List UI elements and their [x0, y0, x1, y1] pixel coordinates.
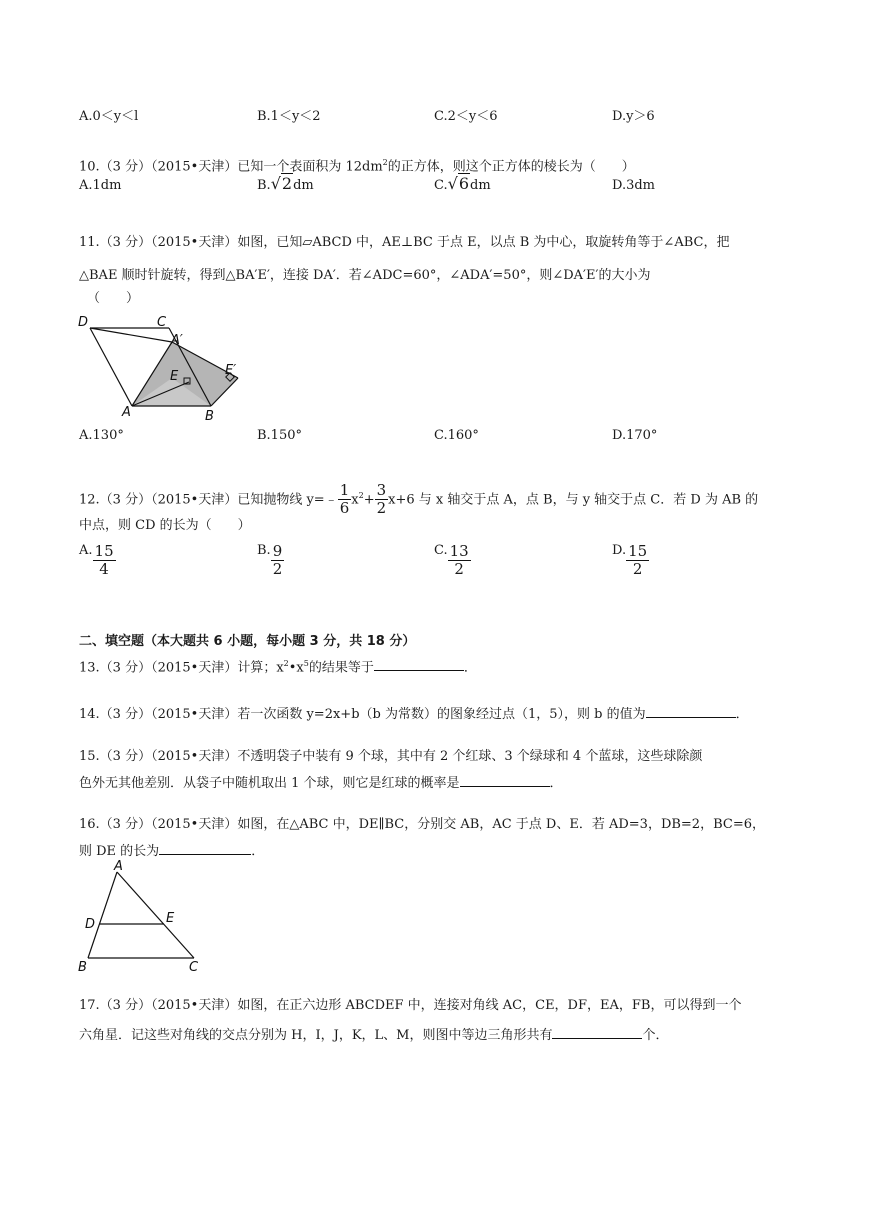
q9-option-b: B.1＜y＜2 [257, 109, 321, 124]
q14-stem: 14.（3 分）（2015•天津）若一次函数 y=2x+b（b 为常数）的图象经过点（1，5），则 b 的值为 ． [79, 703, 749, 723]
q17-stem-line1: 17.（3 分）（2015•天津）如图，在正六边形 ABCDEF 中，连接对角线 AC，CE，DF，EA，FB，可以得到一个 [79, 998, 742, 1013]
q11-option-c: C.160° [434, 428, 479, 443]
q11-stem-line2: △BAE 顺时针旋转，得到△BA′E′，连接 DA′．若∠ADC=60°，∠ADA′=50°，则∠DA′E′的大小为 [79, 268, 651, 283]
q11-stem-line1: 11.（3 分）（2015•天津）如图，已知▱ABCD 中，AE⊥BC 于点 E，以点 B 为中心，取旋转角等于∠ABC，把 [79, 235, 730, 250]
segment-da-prime [90, 328, 172, 342]
answer-blank[interactable] [374, 656, 464, 671]
sqrt-symbol: √2 [270, 174, 293, 193]
q16-stem-line2: 则 DE 的长为 ． [79, 840, 264, 860]
label-d: D [78, 315, 89, 330]
q12-option-c: C. $\frac{13}{2}$ [434, 542, 469, 578]
q16-stem-line1: 16.（3 分）（2015•天津）如图，在△ABC 中，DE∥BC，分别交 AB，AC 于点 D、E．若 AD=3，DB=2，BC=6， [79, 817, 765, 832]
q11-figure [74, 312, 254, 424]
answer-blank[interactable] [460, 772, 550, 787]
q9-option-d: D.y＞6 [612, 109, 655, 124]
label-e: E [166, 911, 175, 926]
q11-option-a: A.130° [79, 428, 124, 443]
q12-stem-line1: 12.（3 分）（2015•天津）已知抛物线 y=﹣ $\frac{1}{6}$ $x^2+$ $\frac{3}{2}$ x+6 与 x 轴交于点 A，点 B，与 y 轴交于点 C．若 D 为 AB 的 [79, 481, 759, 518]
label-a-prime: A′ [171, 333, 183, 348]
answer-blank[interactable] [552, 1024, 642, 1039]
q10-stem: 10.（3 分）（2015•天津）已知一个表面积为 $12dm^2$的正方体，则这个正方体的棱长为（ ） [79, 158, 635, 175]
q11-option-d: D.170° [612, 428, 658, 443]
side-ab [88, 872, 117, 958]
q15-stem-line2: 色外无其他差别．从袋子中随机取出 1 个球，则它是红球的概率是 ． [79, 772, 563, 792]
q11-stem-line3: （ ） [87, 291, 140, 306]
q10-option-c: C.√6dm [434, 174, 491, 193]
q12-option-a: A. $\frac{15}{4}$ [79, 542, 114, 578]
fraction-three-halves: $\frac{3}{2}$ [376, 481, 387, 518]
label-c: C [157, 315, 167, 330]
fraction: $\frac{9}{2}$ [272, 542, 283, 578]
q10-option-a: A.1dm [79, 178, 122, 193]
label-d: D [85, 917, 96, 932]
q10-option-d: D.3dm [612, 178, 656, 193]
section-heading: 二、填空题（本大题共 6 小题，每小题 3 分，共 18 分） [79, 634, 416, 649]
q12-option-b: B. $\frac{9}{2}$ [257, 542, 283, 578]
label-a: A [122, 405, 131, 420]
side-da [90, 328, 132, 406]
label-c: C [189, 960, 199, 975]
answer-blank[interactable] [646, 703, 736, 718]
answer-blank[interactable] [159, 840, 251, 855]
q9-option-a: A.0＜y＜l [79, 109, 139, 124]
label-e-prime: E′ [225, 363, 237, 378]
q12-option-d: D. $\frac{15}{2}$ [612, 542, 648, 578]
q10-option-b: B.√2dm [257, 174, 314, 193]
q17-stem-line2: 六角星．记这些对角线的交点分别为 H，I，J，K，L、M，则图中等边三角形共有 个． [79, 1024, 669, 1044]
q16-figure [76, 856, 210, 976]
q11-option-b: B.150° [257, 428, 302, 443]
label-a: A [114, 859, 123, 874]
q9-option-c: C.2＜y＜6 [434, 109, 498, 124]
fraction: $\frac{15}{4}$ [94, 542, 114, 578]
fraction-one-sixth: $\frac{1}{6}$ [339, 481, 350, 518]
label-b: B [205, 409, 214, 424]
q13-stem: 13.（3 分）（2015•天津）计算；$x^2•x^5$的结果等于 ． [79, 656, 477, 676]
side-ac [117, 872, 194, 958]
fraction: $\frac{13}{2}$ [449, 542, 469, 578]
label-b: B [78, 960, 87, 975]
label-e: E [170, 369, 179, 384]
sqrt-symbol: √6 [447, 174, 470, 193]
fraction: $\frac{15}{2}$ [628, 542, 648, 578]
q15-stem-line1: 15.（3 分）（2015•天津）不透明袋子中装有 9 个球，其中有 2 个红球、3 个绿球和 4 个蓝球，这些球除颜 [79, 749, 703, 764]
q12-stem-line2: 中点，则 CD 的长为（ ） [79, 518, 251, 533]
